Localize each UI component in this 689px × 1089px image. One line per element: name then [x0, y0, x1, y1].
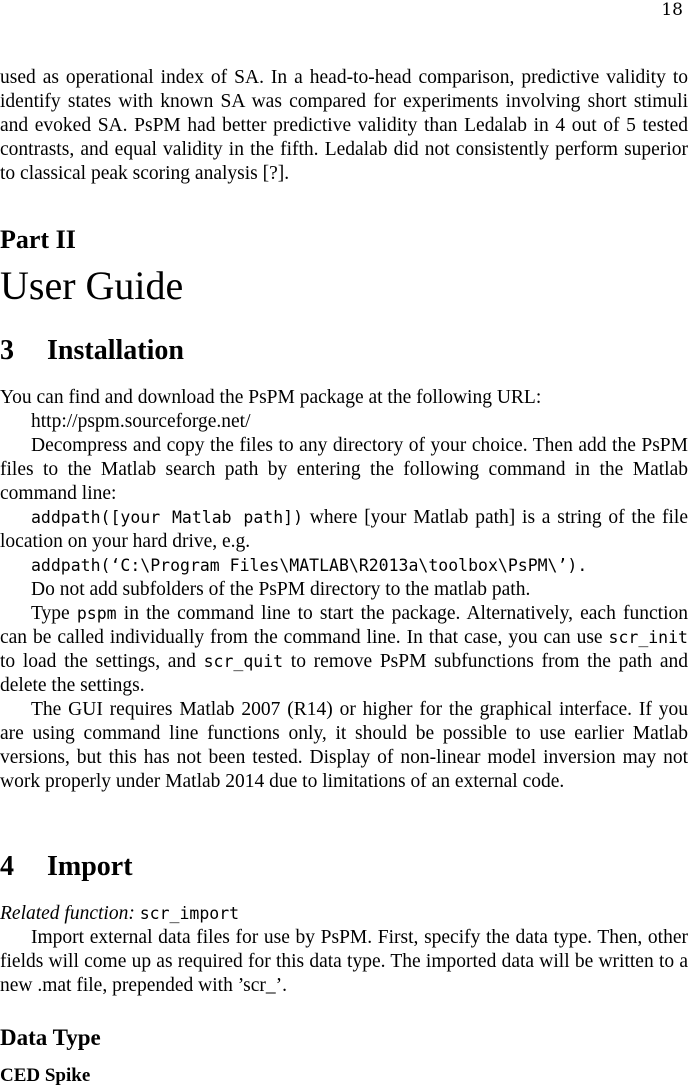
section-heading-installation — [0, 335, 184, 367]
p6-a: Type — [31, 603, 77, 624]
code-addpath: addpath([your Matlab path]) — [31, 508, 304, 527]
section-number: 3 — [0, 335, 14, 366]
section-title: Installation — [47, 335, 184, 366]
installation-p3 — [0, 506, 688, 554]
section-title: Import — [47, 851, 133, 882]
installation-p4 — [0, 554, 688, 578]
part-label: Part II — [0, 225, 76, 254]
installation-p7: The GUI requires Matlab 2007 (R14) or higher for the graphical interface. If you are using command line functions only, it should be possible to use earlier Matlab versions, but this has not been tested. Display of non-linear model inversion may not work properly under Matlab 2014 due to limitations of an external code. — [0, 699, 688, 792]
installation-p5: Do not add subfolders of the PsPM directory to the matlab path. — [31, 579, 531, 600]
import-p1: Import external data files for use by PsPM. First, specify the data type. Then, other fields will come up as required for this data type. The imported data will be written to a new .mat file, prepended with ’scr_’. — [0, 927, 688, 996]
section-number: 4 — [0, 851, 14, 882]
code-scr-import: scr_import — [139, 904, 240, 923]
p6-b: in the command line to start the package. Alternatively, each function can be called individually from the command line. In that case, you can use — [0, 603, 688, 648]
code-pspm: pspm — [76, 604, 117, 623]
intro-text: used as operational index of SA. In a head-to-head comparison, predictive validity to identify states with known SA was compared for experiments involving short stimuli and evoked SA. PsPM had better predictive validity than Ledalab in 4 out of 5 tested contrasts, and equal validity in the fifth. Ledalab did not consistently perform superior to classical peak scoring analysis [?]. — [0, 67, 688, 184]
code-scr-quit: scr_quit — [203, 652, 284, 671]
installation-p2: Decompress and copy the files to any directory of your choice. Then add the PsPM files to the Matlab search path by entering the following command in the Matlab command line: — [0, 435, 688, 504]
import-body — [0, 902, 688, 998]
installation-p6 — [0, 602, 688, 698]
code-addpath-example: addpath(‘C:\Program Files\MATLAB\R2013a\toolbox\PsPM\’). — [31, 556, 588, 575]
code-scr-init: scr_init — [608, 628, 688, 647]
part-title: User Guide — [0, 263, 184, 308]
intro-paragraph — [0, 66, 688, 186]
related-label: Related function: — [0, 903, 135, 924]
installation-p3-text: where [your Matlab path] is a string of the file location on your hard drive, e.g. — [0, 507, 689, 552]
related-function — [0, 902, 688, 926]
section-heading-import — [0, 851, 133, 883]
installation-url: http://pspm.sourceforge.net/ — [31, 411, 251, 432]
installation-body — [0, 386, 688, 794]
installation-p1: You can find and download the PsPM package at the following URL: — [0, 387, 542, 408]
subsection-heading-data-type: Data Type — [0, 1025, 101, 1050]
p6-c: to load the settings, and — [0, 651, 204, 672]
page-number: 18 — [661, 0, 683, 20]
p6-d: to remove PsPM subfunctions from the path and delete the settings. — [0, 651, 688, 696]
subsubsection-heading-ced-spike: CED Spike — [0, 1065, 91, 1086]
